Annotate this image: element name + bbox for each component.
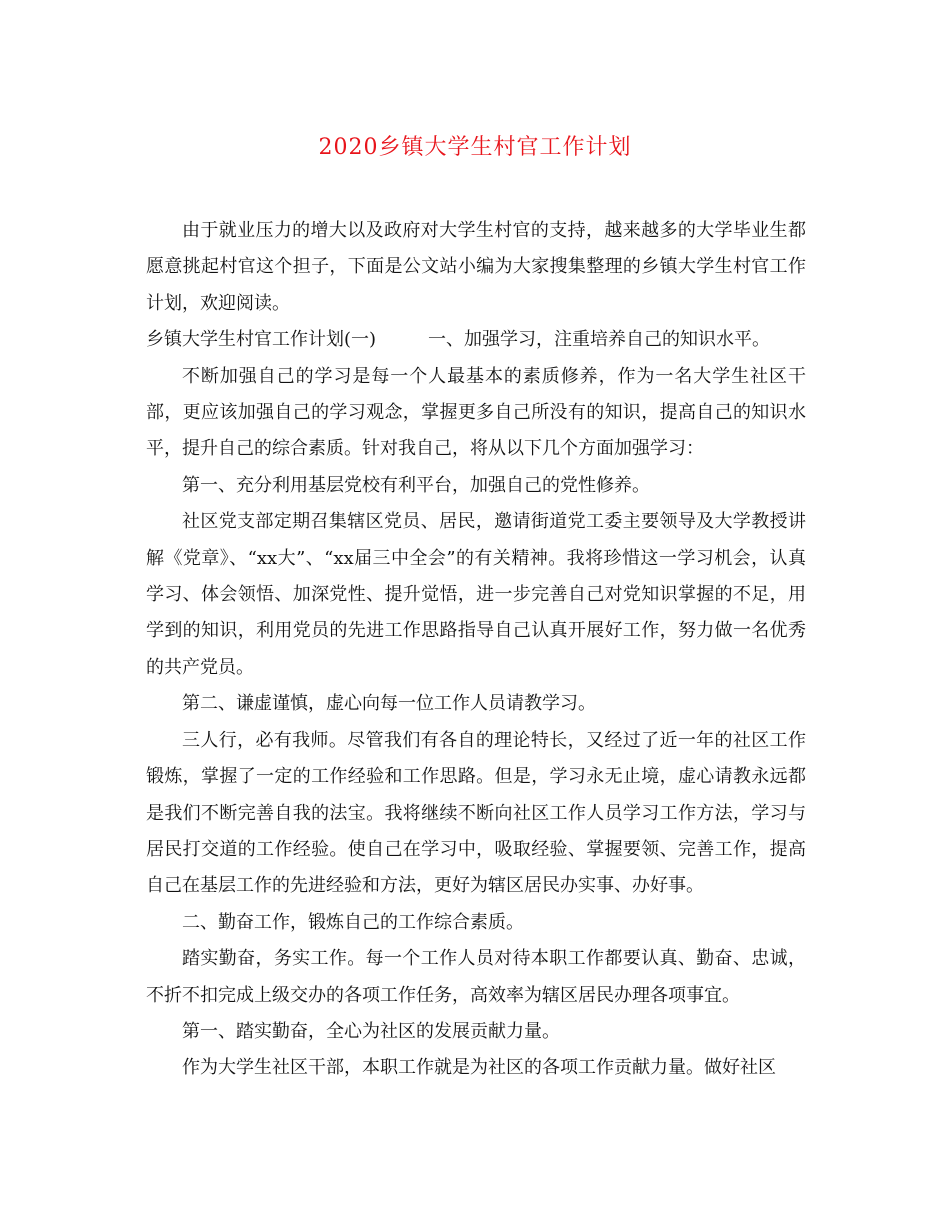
subheading-plan-title: 乡镇大学生村官工作计划(一) (146, 329, 377, 351)
paragraph-cadre-duty: 作为大学生社区干部，本职工作就是为社区的各项工作贡献力量。做好社区 (182, 1057, 776, 1079)
document-body (146, 213, 806, 1087)
paragraph-section-two: 二、勤奋工作，锻炼自己的工作综合素质。 (182, 911, 524, 933)
paragraph-learning: 不断加强自己的学习是每一个人最基本的素质修养，作为一名大学生社区干部，更应该加强自己的学习观念，掌握更多自己所没有的知识，提高自己的知识水平，提升自己的综合素质。针对我自己，将从以下几个方面加强学习： (146, 365, 806, 460)
paragraph-point-one-b: 第一、踏实勤奋，全心为社区的发展贡献力量。 (182, 1020, 560, 1042)
paragraph-point-two: 第二、谦虚谨慎，虚心向每一位工作人员请教学习。 (182, 693, 596, 715)
paragraph-intro: 由于就业压力的增大以及政府对大学生村官的支持，越来越多的大学毕业生都愿意挑起村官这个担子，下面是公文站小编为大家搜集整理的乡镇大学生村官工作计划，欢迎阅读。 (146, 220, 806, 314)
paragraph-party-school: 社区党支部定期召集辖区党员、居民，邀请街道党工委主要领导及大学教授讲解《党章》、“xx大”、“xx届三中全会”的有关精神。我将珍惜这一学习机会，认真学习、体会领悟、加深党性、提升觉悟，进一步完善自己对党知识掌握的不足，用学到的知识，利用党员的先进工作思路指导自己认真开展好工作，努力做一名优秀的共产党员。 (146, 511, 806, 678)
paragraph-diligent: 踏实勤奋，务实工作。每一个工作人员对待本职工作都要认真、勤奋、忠诚，不折不扣完成上级交办的各项工作任务，高效率为辖区居民办理各项事宜。 (146, 948, 806, 1006)
subheading-section-one: 一、加强学习，注重培养自己的知识水平。 (428, 329, 771, 351)
document-title: 2020乡镇大学生村官工作计划 (318, 135, 632, 160)
paragraph-three-people: 三人行，必有我师。尽管我们有各自的理论特长，又经过了近一年的社区工作锻炼，掌握了一定的工作经验和工作思路。但是，学习永无止境，虚心请教永远都是我们不断完善自我的法宝。我将继续不断向社区工作人员学习工作方法，学习与居民打交道的工作经验。使自己在学习中，吸取经验、掌握要领、完善工作，提高自己在基层工作的先进经验和方法，更好为辖区居民办实事、办好事。 (146, 729, 806, 897)
paragraph-point-one: 第一、充分利用基层党校有利平台，加强自己的党性修养。 (182, 474, 650, 496)
paragraph-subheading (146, 322, 806, 358)
